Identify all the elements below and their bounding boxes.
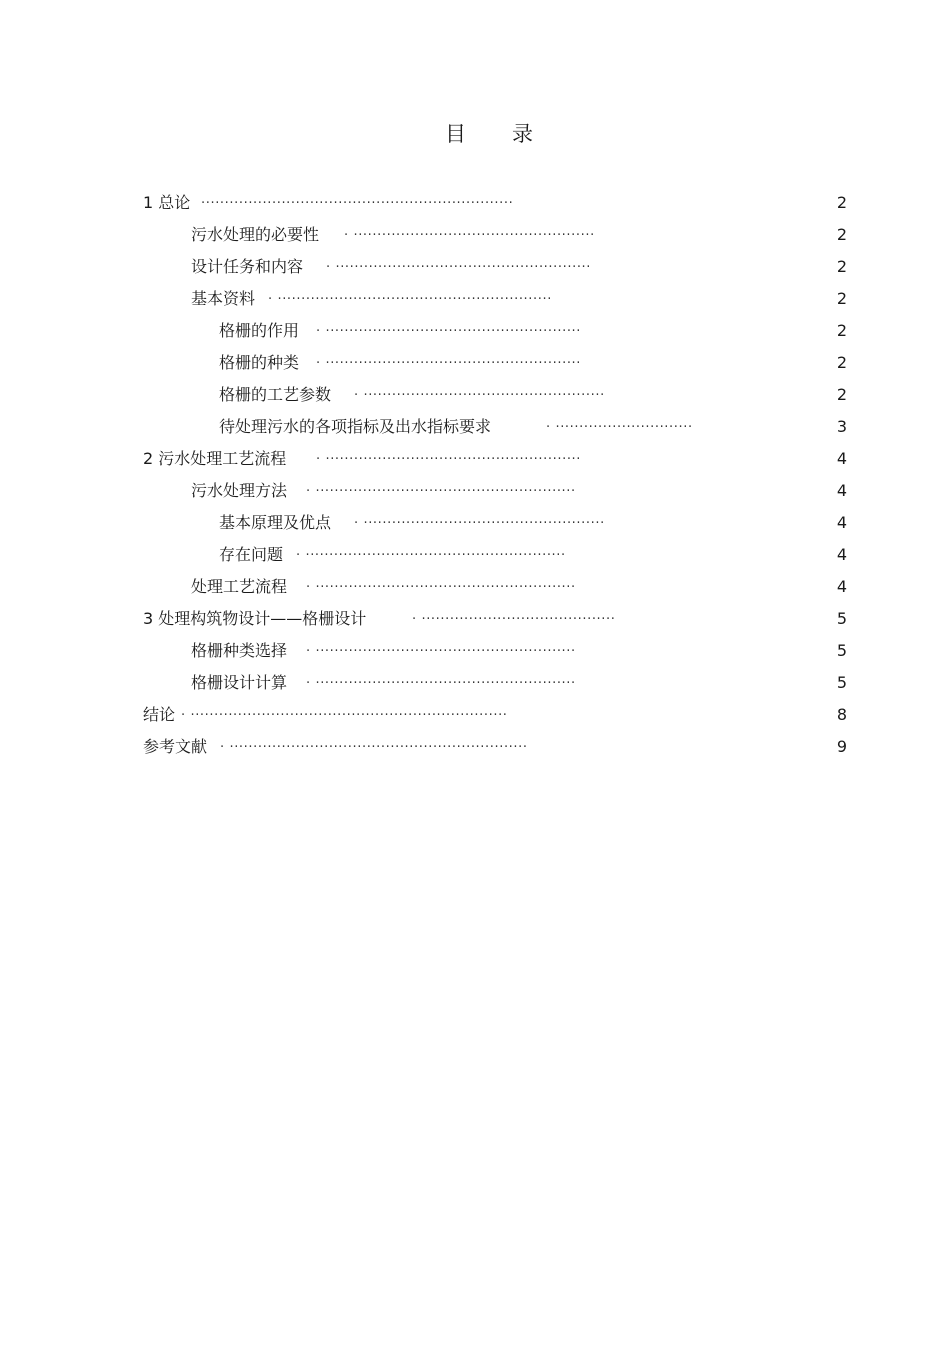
toc-leader: . ............................................................... [220,736,528,751]
toc-entry[interactable] [0,571,950,603]
toc-entry-text: 污水处理方法 [191,481,288,500]
toc-page-number: 2 [836,289,847,308]
toc-leader: . ................................................................... [181,704,508,719]
toc-page-number: 2 [836,321,847,340]
toc-entry[interactable] [0,283,950,315]
toc-entry-text: 3 处理构筑物设计——格栅设计 [143,609,367,628]
toc-entry-text: 格栅的作用 [219,321,300,340]
toc-entry-text: 处理工艺流程 [191,577,288,596]
toc-page-number: 9 [836,737,847,756]
toc-page-number: 5 [836,609,847,628]
toc-entry[interactable] [0,603,950,635]
toc-leader: . ......................................... [412,608,616,623]
toc-page-number: 4 [836,481,847,500]
toc-leader: . ...................................................... [316,320,582,335]
toc-entry[interactable] [0,315,950,347]
toc-entry-text: 格栅种类选择 [191,641,288,660]
toc-entry-text: 结论 [143,705,176,724]
toc-leader: .................................................................. [201,192,514,207]
toc-page-number: 3 [836,417,847,436]
toc-entry-text: 基本原理及优点 [219,513,332,532]
toc-leader: . ................................................... [344,224,595,239]
toc-page-number: 2 [836,353,847,372]
page-title [14,118,950,148]
toc-entry-text: 污水处理的必要性 [191,225,320,244]
toc-entry-text: 参考文献 [143,737,208,756]
toc-leader: . ................................................... [354,512,605,527]
toc-leader: . ....................................................... [296,544,566,559]
title-char-left: 目 [445,122,466,146]
toc-entry[interactable] [0,251,950,283]
toc-page-number: 4 [836,513,847,532]
toc-page-number: 2 [836,193,847,212]
toc-entry-text: 格栅的工艺参数 [219,385,332,404]
title-char-right: 录 [512,122,533,146]
toc-page-number: 2 [836,257,847,276]
toc-entry-text: 格栅设计计算 [191,673,288,692]
toc-entry[interactable] [0,219,950,251]
toc-entry-text: 设计任务和内容 [191,257,304,276]
toc-entry-text: 格栅的种类 [219,353,300,372]
toc-leader: . ...................................................... [316,352,582,367]
toc-leader: . ................................................... [354,384,605,399]
toc-page-number: 4 [836,545,847,564]
toc-page-number: 4 [836,449,847,468]
toc-page-number: 5 [836,641,847,660]
toc-entry[interactable] [0,475,950,507]
toc-entry[interactable] [0,443,950,475]
toc-page-number: 2 [836,385,847,404]
toc-entry[interactable] [0,411,950,443]
toc-leader: . .......................................................... [268,288,552,303]
toc-page-number: 4 [836,577,847,596]
toc-leader: . ............................. [546,416,693,431]
toc-entry[interactable] [0,379,950,411]
toc-leader: . ...................................................... [326,256,592,271]
toc-leader: . ....................................................... [306,640,576,655]
toc-entry-text: 存在问题 [219,545,284,564]
toc-entry[interactable] [0,187,950,219]
toc-leader: . ....................................................... [306,480,576,495]
toc-entry[interactable] [0,635,950,667]
toc-page-number: 5 [836,673,847,692]
toc-entry[interactable] [0,347,950,379]
toc-leader: . ...................................................... [316,448,582,463]
toc-entry[interactable] [0,507,950,539]
toc-entry-text: 1 总论 [143,193,191,212]
toc-entry[interactable] [0,539,950,571]
toc-entry-text: 待处理污水的各项指标及出水指标要求 [219,417,492,436]
toc-entry[interactable] [0,667,950,699]
toc-entry[interactable] [0,731,950,763]
toc-entry[interactable] [0,699,950,731]
toc-page-number: 2 [836,225,847,244]
toc-leader: . ....................................................... [306,576,576,591]
toc-entry-text: 基本资料 [191,289,256,308]
toc-leader: . ....................................................... [306,672,576,687]
toc-entry-text: 2 污水处理工艺流程 [143,449,287,468]
toc-page-number: 8 [836,705,847,724]
